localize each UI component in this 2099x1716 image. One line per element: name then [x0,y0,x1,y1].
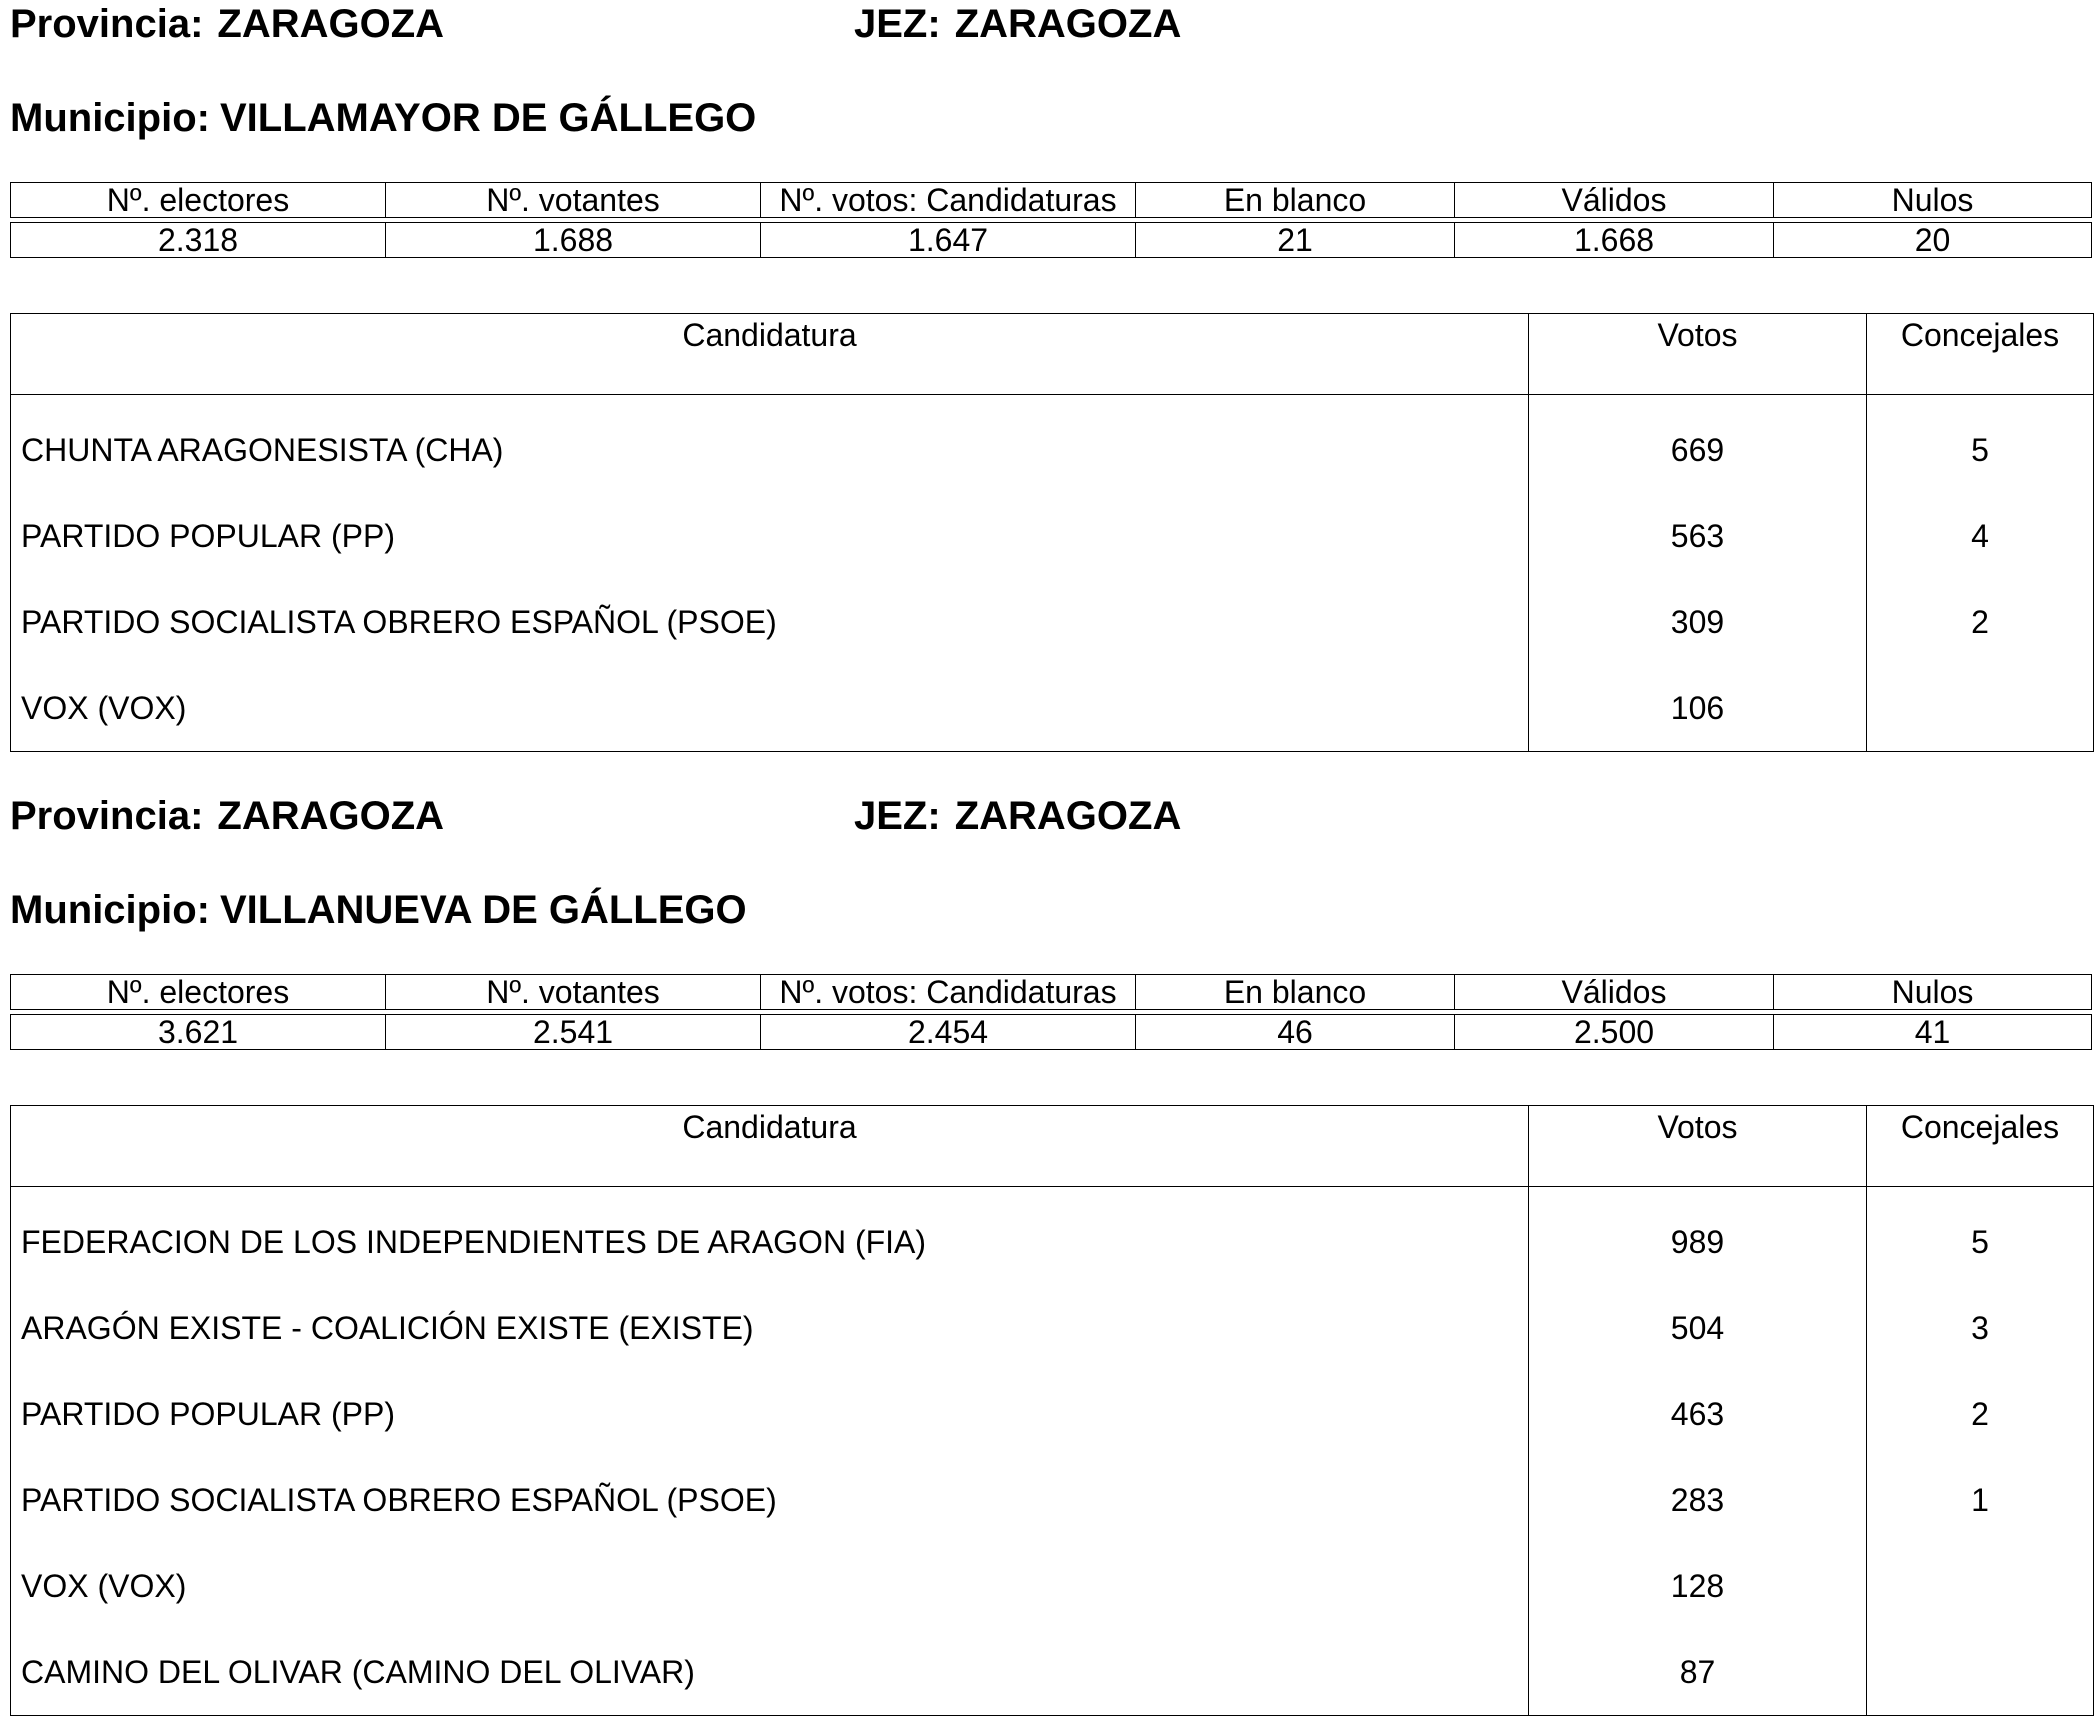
municipio-label: Municipio: [10,96,210,140]
table-row [11,1371,2093,1457]
stats-header-electores: Nº. electores [11,183,386,218]
stats-header-nulos: Nulos [1774,975,2092,1010]
stats-header-votantes: Nº. votantes [386,183,761,218]
table-row [11,1457,2093,1543]
stats-value-electores: 3.621 [11,1015,386,1050]
candidate-seats [1867,665,2093,751]
table-row [11,579,2093,665]
stats-value-row [11,1015,2092,1050]
stats-header-validos: Válidos [1455,183,1774,218]
candidates-table [10,313,2094,752]
stats-header-en-blanco: En blanco [1136,183,1455,218]
municipio-value: VILLANUEVA DE GÁLLEGO [219,888,747,932]
candidate-votes: 463 [1529,1371,1867,1457]
candidate-name: FEDERACION DE LOS INDEPENDIENTES DE ARAGON (FIA) [21,1223,927,1260]
candidate-votes: 128 [1529,1543,1867,1629]
candidate-name: CHUNTA ARAGONESISTA (CHA) [21,431,504,468]
stats-header-row [11,183,2092,218]
candidate-name: PARTIDO POPULAR (PP) [21,517,395,554]
table-row [11,1543,2093,1629]
stats-value-validos: 2.500 [1455,1015,1774,1050]
candidate-seats: 5 [1971,1223,1989,1260]
jez-label: JEZ: [854,794,941,838]
candidate-seats [1867,1543,2093,1629]
candidate-name: PARTIDO SOCIALISTA OBRERO ESPAÑOL (PSOE) [21,603,777,640]
header-candidatura: Candidatura [11,314,1529,394]
stats-value-row [11,223,2092,258]
header-candidatura: Candidatura [11,1106,1529,1186]
municipio-label: Municipio: [10,888,210,932]
stats-table [10,974,2092,1050]
stats-header-votos-candidaturas: Nº. votos: Candidaturas [761,183,1136,218]
stats-header-en-blanco: En blanco [1136,975,1455,1010]
candidate-votes: 87 [1529,1629,1867,1715]
jez-label: JEZ: [854,2,941,46]
stats-header-nulos: Nulos [1774,183,2092,218]
header-votos: Votos [1529,1106,1867,1186]
municipio-line [10,94,756,142]
jez-value: ZARAGOZA [954,794,1182,838]
candidates-header-row [11,314,2093,395]
candidate-seats [1867,1629,2093,1715]
provincia-label: Provincia: [10,794,204,838]
candidate-votes: 669 [1529,407,1867,493]
provincia-value: ZARAGOZA [217,2,445,46]
stats-value-electores: 2.318 [11,223,386,258]
municipio-line [10,886,747,934]
candidate-votes: 309 [1529,579,1867,665]
header-concejales: Concejales [1900,317,2060,353]
candidate-votes: 504 [1529,1285,1867,1371]
candidate-votes: 283 [1529,1457,1867,1543]
candidate-seats: 2 [1971,1395,1989,1432]
jez-line [854,792,1181,840]
candidate-name: ARAGÓN EXISTE - COALICIÓN EXISTE (EXISTE) [21,1309,754,1346]
stats-header-row [11,975,2092,1010]
stats-header-electores: Nº. electores [11,975,386,1010]
candidate-seats: 5 [1971,431,1989,468]
provincia-line [10,792,444,840]
candidate-seats: 1 [1971,1481,1989,1518]
jez-line [854,0,1181,48]
candidate-name: VOX (VOX) [21,1567,187,1604]
candidate-votes: 563 [1529,493,1867,579]
table-row [11,1629,2093,1715]
provincia-label: Provincia: [10,2,204,46]
candidate-name: PARTIDO SOCIALISTA OBRERO ESPAÑOL (PSOE) [21,1481,777,1518]
stats-value-votos-candidaturas: 2.454 [761,1015,1136,1050]
candidates-header-row [11,1106,2093,1187]
header-votos: Votos [1529,314,1867,394]
table-row [11,407,2093,493]
municipio-value: VILLAMAYOR DE GÁLLEGO [219,96,757,140]
candidate-seats: 3 [1971,1309,1989,1346]
candidate-seats: 4 [1971,517,1989,554]
provincia-value: ZARAGOZA [217,794,445,838]
stats-value-en-blanco: 21 [1136,223,1455,258]
stats-value-nulos: 41 [1774,1015,2092,1050]
stats-header-votantes: Nº. votantes [386,975,761,1010]
stats-value-validos: 1.668 [1455,223,1774,258]
table-row [11,493,2093,579]
header-concejales: Concejales [1900,1109,2060,1145]
stats-value-votantes: 2.541 [386,1015,761,1050]
candidate-name: VOX (VOX) [21,689,187,726]
table-row [11,665,2093,751]
jez-value: ZARAGOZA [954,2,1182,46]
table-row [11,1199,2093,1285]
table-row [11,1285,2093,1371]
stats-table [10,182,2092,258]
candidate-votes: 989 [1529,1199,1867,1285]
candidate-name: PARTIDO POPULAR (PP) [21,1395,395,1432]
provincia-line [10,0,444,48]
stats-value-votos-candidaturas: 1.647 [761,223,1136,258]
stats-value-nulos: 20 [1774,223,2092,258]
candidate-votes: 106 [1529,665,1867,751]
candidate-name: CAMINO DEL OLIVAR (CAMINO DEL OLIVAR) [21,1653,695,1690]
candidates-table [10,1105,2094,1716]
candidate-seats: 2 [1971,603,1989,640]
stats-value-en-blanco: 46 [1136,1015,1455,1050]
stats-value-votantes: 1.688 [386,223,761,258]
stats-header-validos: Válidos [1455,975,1774,1010]
stats-header-votos-candidaturas: Nº. votos: Candidaturas [761,975,1136,1010]
